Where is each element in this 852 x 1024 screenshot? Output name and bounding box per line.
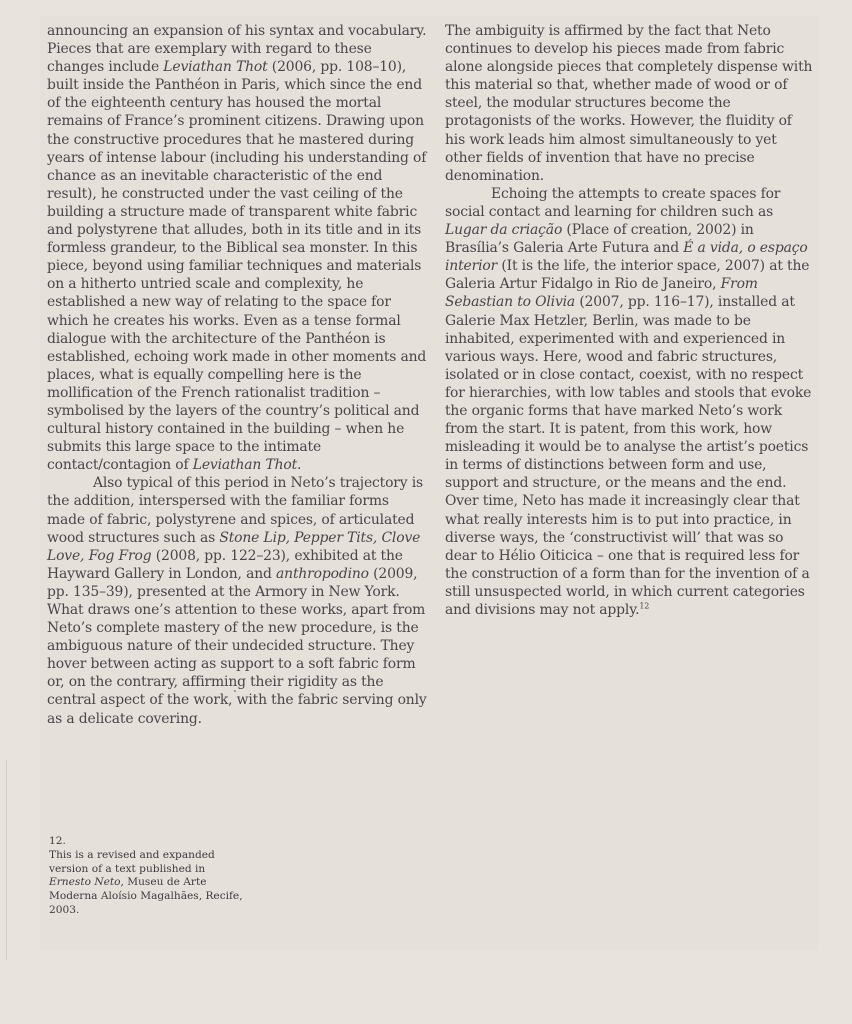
text-run: . bbox=[297, 457, 302, 474]
page-edge-line bbox=[6, 760, 7, 960]
publication-title: Ernesto Neto bbox=[49, 876, 121, 889]
left-column bbox=[47, 22, 429, 728]
text-run: (2009, pp. 135–39), presented at the Armory in New York. What draws one’s attention to these works, apart from Neto’s complete mastery of the new procedure, is the ambiguous nature of their undecided structure. They hover between acting as support to a soft fabric form or, on the contrary, affirming their rigidity as the central aspect of the work, with the fabric serving only as a delicate covering. bbox=[47, 565, 427, 727]
footnote-reference[interactable]: 12 bbox=[639, 601, 650, 611]
text-run: (It is the life, the interior space, 2007) at the Galeria Artur Fidalgo in Rio de Janeiro, bbox=[445, 258, 810, 293]
text-run: Also typical of this period in Neto’s trajectory is the addition, interspersed with the familiar forms made of fabric, polystyrene and spices, of articulated wood structures such as bbox=[47, 475, 424, 546]
paragraph: The ambiguity is affirmed by the fact that Neto continues to develop his pieces made from fabric alone alongside pieces that completely dispense with this material so that, whether made of wood or of steel, the modular structures become the protagonists of the works. However, the fluidity of his work leads him almost simultaneously to yet other fields of invention that have no precise denomination. bbox=[445, 23, 813, 184]
artwork-title: Leviathan Thot bbox=[192, 457, 298, 474]
artwork-title: Leviathan Thot bbox=[163, 59, 268, 76]
artwork-title: Lugar da criação bbox=[445, 222, 563, 239]
artwork-title: anthropodino bbox=[276, 565, 369, 582]
paragraph bbox=[47, 474, 429, 727]
text-run: , Museu de Arte Moderna Aloísio Magalhães, Recife, 2003. bbox=[49, 876, 243, 916]
right-column bbox=[445, 22, 816, 619]
footnote-number: 12. bbox=[49, 835, 66, 847]
footnote-text bbox=[49, 849, 249, 918]
paragraph bbox=[47, 22, 429, 474]
text-run: (2007, pp. 116–17), installed at Galerie Max Hetzler, Berlin, was made to be inhabited, experimented with and experienced in various ways. Here, wood and fabric structures, isolated or in close contact, coexist, with no respect for hierarchies, with low tables and stools that evoke the organic forms that have marked Neto’s work from the start. It is patent, from this work, how misleading it would be to analyse the artist’s poetics in terms of distinctions between form and use, support and structure, or the means and the end. Over time, Neto has made it increasingly clear that what really interests him is to put into practice, in diverse ways, the ‘constructivist will’ that was so dear to Hélio Oiticica – one that is required less for the construction of a form than for the invention of a still unsuspected world, in which current categories and divisions may not apply. bbox=[445, 294, 812, 618]
stray-mark bbox=[234, 690, 236, 692]
artwork-title: É a vida, o espaço interior bbox=[445, 240, 808, 275]
footnote bbox=[49, 835, 249, 918]
text-run: Echoing the attempts to create spaces for social contact and learning for children such as bbox=[445, 185, 781, 220]
artwork-title: From Sebastian to Olivia bbox=[445, 276, 758, 311]
text-run: (2008, pp. 122–23), exhibited at the Hayward Gallery in London, and bbox=[47, 547, 403, 582]
text-run: (2006, pp. 108–10), built inside the Panthéon in Paris, which since the end of the eighteenth century has housed the mortal remains of France’s prominent citizens. Drawing upon the constructive procedures that he mastered during years of intense labour (including his understanding of chance as an inevitable characteristic of the end result), he constructed under the vast ceiling of the building a structure made of transparent white fabric and polystyrene that alludes, both in its title and in its formless grandeur, to the Biblical sea monster. In this piece, beyond using familiar techniques and materials on a hitherto untried scale and complexity, he established a new way of relating to the space for which he creates his works. Even as a tense formal dialogue with the architecture of the Panthéon is established, echoing work made in other moments and places, what is equally compelling here is the mollification of the French rationalist tradition – symbolised by the layers of the country’s political and cultural history contained in the building – when he submits this large space to the intimate contact/contagion of bbox=[47, 59, 427, 474]
artwork-title: Stone Lip, Pepper Tits, Clove Love, Fog Frog bbox=[47, 529, 421, 564]
text-run: announcing an expansion of his syntax and vocabulary. Pieces that are exemplary with regard to these changes include bbox=[47, 23, 427, 76]
paragraph bbox=[445, 185, 816, 619]
text-run: This is a revised and expanded version of a text published in bbox=[49, 848, 215, 875]
text-run: (Place of creation, 2002) in Brasília’s Galeria Arte Futura and bbox=[445, 222, 754, 257]
